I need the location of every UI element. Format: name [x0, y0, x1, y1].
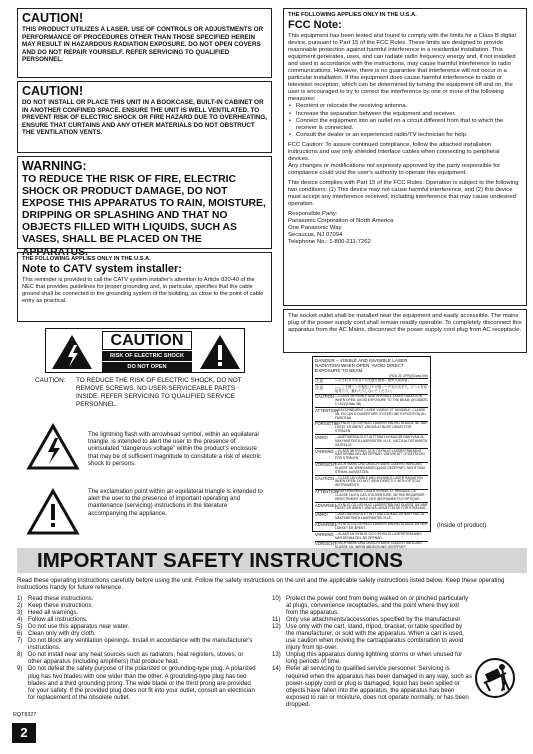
safety-item-number: 1) — [17, 595, 23, 602]
caution-install-text: DO NOT INSTALL OR PLACE THIS UNIT IN A BOOKCASE, BUILT-IN CABINET OR IN ANOTHER CONFINED SPACE. ENSURE THE UNIT IS WELL VENTILATED. TO PREVENT RISK OF ELECTRIC SHOCK OR FIRE HAZARD DUE TO OVERHEATING, ENSURE THAT CURTAINS AND ANY OTHER MATERIALS DO NOT OBSTRUCT THE VENTILATION VENTS. — [22, 99, 268, 137]
fcc-box — [283, 8, 527, 306]
laser-label-row — [315, 434, 428, 448]
responsible-party-phone: Telephone No.: 1-800-211-7262 — [288, 239, 371, 246]
safety-item-number: 12) — [272, 623, 281, 631]
laser-label-row — [315, 522, 428, 532]
laser-label-tag: ADVARSEL — [315, 502, 338, 508]
caution-install-box — [17, 81, 272, 153]
lightning-explanation: The lightning flash with arrowhead symbol, within an equilateral triangle, is intended to alert the user to the presence of uninsulated “dangerous voltage” within the product’s enclosure that may be of sufficient magnitude to constitute a risk of electric shock to persons. — [88, 431, 261, 467]
laser-label-text: —打开时有可见及不可见激光辐射。避免光束照射。 — [335, 378, 411, 383]
responsible-party-name: Panasonic Corporation of North America — [288, 218, 394, 225]
laser-label-row — [315, 378, 428, 385]
safety-item-text: Unplug this apparatus during lightning storms or when unused for long periods of time. — [286, 651, 463, 666]
laser-label-tag: VORSICHT — [315, 462, 337, 468]
safety-item-number: 3) — [17, 609, 23, 617]
safety-item-text: Use only with the cart, stand, tripod, bracket, or table specified by the manufacturer, or sold with the apparatus. When a cart is used, use caution when moving the cart/apparatus combination to avoid injury from tip-over. — [286, 623, 464, 652]
safety-item-text: Read these instructions. — [28, 595, 94, 602]
safety-list-left — [17, 595, 257, 701]
fcc-bullet: • Connect the equipment into an outlet on a circuit different from that to which the receiver is connected. — [296, 118, 522, 132]
laser-warning-label — [312, 356, 431, 547]
laser-label-text: —ここを開くと可視及び不可視レーザ光が出ます。ビームを直接見たり、触れたりしないでください。 — [335, 384, 427, 393]
safety-item-text: Only use attachments/accessories specified by the manufacturer. — [286, 616, 462, 624]
caution-screws-text: TO REDUCE THE RISK OF ELECTRIC SHOCK, DO NOT REMOVE SCREWS. NO USER-SERVICEABLE PARTS INSIDE. REFER SERVICING TO QUALIFIED SERVICE PERSONNEL. — [76, 377, 242, 408]
safety-item — [272, 616, 472, 623]
caution-shock-label — [45, 328, 245, 373]
catv-text: This reminder is provided to call the CATV system installer's attention to Article 820-40 of the NEC that provides guidelines for proper grounding and, in particular, specifies that the cable ground shall be connected to the grounding system of the building, as close to the point of cable entry as practical. — [22, 277, 264, 304]
laser-label-row — [315, 512, 428, 522]
safety-item — [17, 616, 257, 623]
laser-label-tag: VARNING — [315, 531, 334, 537]
safety-item — [272, 651, 472, 665]
safety-item — [272, 623, 472, 651]
laser-label-row — [315, 475, 428, 489]
safety-item — [17, 637, 257, 651]
fcc-title: FCC Note: — [288, 19, 342, 31]
laser-label-text: —SICHTBARE UND UNSICHTBARE LASERSTRAHLUNG — [335, 541, 422, 546]
laser-label-tag: FORSIGTIG — [315, 421, 339, 427]
laser-label-text: —AVATTAESSA OLET ALTTIINA LUOKAN 3B NÄKYVÄÄ JA NÄKYMÄTÖNTÄ LASERSÄTEILYLLE. VÄLTÄ ALTISTUMISTA SÄTEELLE. — [335, 434, 427, 447]
safety-item-number: 11) — [272, 616, 281, 624]
safety-intro: Read these operating instructions carefully before using the unit. Follow the safety instructions on the unit and the applicable safety instructions listed below. Keep these operating instructions handy for future reference. — [17, 577, 505, 592]
safety-item — [17, 609, 257, 616]
laser-label-tag: CAUTION — [315, 394, 334, 400]
page-number: 2 — [12, 723, 36, 743]
laser-label-code: (FDA 21 CFR)/(Class IIIb) — [389, 373, 428, 378]
caution-big-label: CAUTION — [102, 331, 192, 350]
caution-laser-title: CAUTION! — [22, 11, 84, 25]
laser-label-row — [315, 384, 428, 394]
responsible-party-city: Secaucus, NJ 07094 — [288, 232, 343, 239]
laser-label-tag: ATTENTION — [315, 489, 339, 495]
safety-item — [272, 595, 472, 616]
laser-label-tag: VARO! — [315, 434, 328, 440]
safety-item-number: 4) — [17, 616, 23, 624]
safety-item-text: Refer all servicing to qualified service personnel. Servicing is required when the apparatus has been damaged in any way, such as power-supply cord or plug is damaged, liquid has been spilled or objects have fallen into the apparatus, the apparatus has been exposed to rain or moisture, does not operate normally, or has been dropped. — [286, 665, 472, 708]
warning-box — [17, 156, 272, 258]
laser-label-text: —KLASS 1M SYNLIG OCH OSYNLIG LASERSTRÅLNING NÄR DENNA DEL ÄR ÖPPNAD. — [335, 531, 422, 540]
risk-shock-label: RISK OF ELECTRIC SHOCK — [102, 351, 192, 361]
safety-item-text: Follow all instructions. — [28, 616, 88, 624]
laser-label-text: —RAYONNEMENT LASER VISIBLE ET INVISIBLE DE CLASSE 1M EN CAS D'OUVERTURE. NE PAS REGARDER DIRECTEMENT AVEC DES INSTRUMENTS D'OPTIQUE. — [335, 489, 425, 501]
laser-label-text: —SYNLIG OG USYNLIG LASERSTRÅLING KLASSE 1M NÅR LÅGET ER ÅBENT. UNDGÅ UDSÆTTELSE FOR STRÅLING. — [335, 502, 428, 511]
exclamation-explanation: The exclamation point within an equilateral triangle is intended to alert the user to the presence of important operating and maintenance (servicing) instructions in the literature accompanying the appliance. — [88, 488, 263, 517]
fcc-p1: This equipment has been tested and found to comply with the limits for a Class B digital device, pursuant to Part 15 of the FCC Rules. These limits are designed to provide reasonable protection against harmful interference in a residential installation. This equipment generates, uses, and can radiate radio frequency energy and, if not installed and used in accordance with the instructions, may cause harmful interference to radio communications. However, there is no guarantee that interference will not occur in a particular installation. If this equipment does cause harmful interference to radio or television reception, which can be determined by turning the equipment off and on, the user is encouraged to try to correct the interference by one or more of the following measures: — [288, 33, 516, 103]
laser-label-tag: VORSICHT — [315, 541, 337, 547]
safety-item — [17, 602, 257, 609]
laser-label-row — [315, 421, 428, 435]
safety-item-text: Do not use this apparatus near water. — [28, 623, 130, 631]
safety-item — [17, 665, 257, 700]
laser-label-text: —SICHTBARE UND UNSICHTBARE LASERSTRAHLUNG KLASSE 3B, WENN ABDECKUNG GEÖFFNET. NICHT DEM STRAHL AUSSETZEN. — [335, 462, 425, 474]
fcc-bullet: • Consult the dealer or an experienced radio/TV technician for help. — [296, 132, 522, 139]
safety-item-number: 6) — [17, 630, 23, 638]
laser-label-tag: VARNING — [315, 448, 334, 454]
exclamation-icon — [198, 333, 242, 371]
fcc-p4: This device complies with Part 15 of the FCC Rules. Operation is subject to the following two conditions: (1) This device may not cause harmful interference, and (2) this device must accept any interference received, including interference that may cause undesired operation. — [288, 179, 519, 208]
laser-label-row — [315, 502, 428, 512]
fcc-p3: Any changes or modifications not expressly approved by the party responsible for compliance could void the user's authority to operate this equipment. — [288, 162, 501, 176]
safety-item-text: Keep these instructions. — [28, 602, 94, 610]
catv-box — [17, 252, 272, 322]
catv-title: Note to CATV system installer: — [22, 263, 182, 275]
safety-item — [17, 651, 257, 665]
safety-item-number: 14) — [272, 665, 281, 673]
socket-outlet-box: The socket outlet shall be installed near the equipment and easily accessible. The mains plug of the power supply cord shall remain readily operable. To completely disconnect this apparatus from the AC Mains, disconnect the power supply cord plug from AC receptacle. — [283, 309, 527, 353]
laser-label-text: —AVATTAESSA OLET ALTTIINA LUOKAN 1M NÄKYVÄÄ JA NÄKYMÄTÖNTÄ LASERSÄTEILYLLE. — [335, 512, 425, 521]
fcc-p2: FCC Caution: To assure continued compliance, follow the attached installation instructions and use only shielded interface cables when connecting to peripheral devices. — [288, 141, 500, 162]
safety-item-number: 5) — [17, 623, 23, 631]
safety-item-number: 8) — [17, 651, 23, 659]
safety-item — [17, 623, 257, 630]
safety-title: IMPORTANT SAFETY INSTRUCTIONS — [37, 549, 403, 572]
catv-applies: THE FOLLOWING APPLIES ONLY IN THE U.S.A. — [22, 256, 151, 262]
lightning-warning-icon — [27, 424, 79, 470]
laser-label-tag: ADVARSEL — [315, 522, 338, 528]
responsible-party-title: Responsible Party: — [288, 211, 338, 218]
caution-laser-box — [17, 8, 272, 78]
safety-item-text: Heed all warnings. — [28, 609, 79, 617]
laser-label-text: —CLASS 1M VISIBLE AND INVISIBLE LASER RADIATION WHEN OPEN. DO NOT VIEW DIRECTLY WITH OPTICAL INSTRUMENTS. — [335, 475, 423, 488]
cart-tipover-icon — [472, 657, 518, 699]
laser-label-text: —SYNLIG OG USYNLIG LASERSTRÅLING KLASSE 3B, NÅR LÅGET ER ÅBENT. UNDGÅ AT BLIVE UDSAT FOR STRÅLEN. — [335, 421, 428, 434]
safety-item-text: Do not install near any heat sources such as radiators, heat registers, stoves, or other apparatus (including amplifiers) that produce heat. — [28, 651, 244, 666]
safety-item — [272, 665, 472, 707]
inside-of-product-caption: (Inside of product) — [437, 522, 487, 529]
laser-label-header: DANGER – VISIBLE AND INVISIBLE LASER RADIATION WHEN OPEN. AVOID DIRECT EXPOSURE TO BEAM. — [315, 358, 408, 374]
safety-item-number: 2) — [17, 602, 23, 610]
laser-label-row — [315, 462, 428, 476]
fcc-bullet: • Reorient or relocate the receiving antenna. — [296, 103, 522, 110]
safety-item-number: 10) — [272, 595, 281, 602]
fcc-bullet: • Increase the separation between the equipment and receiver. — [296, 111, 522, 118]
laser-label-tag: VARO! — [315, 512, 328, 518]
laser-label-text: —SYNLIG OG USYNLIG LASERSTRÅLING KLASSE 1M NÅR LOKKET ER ÅPENT. — [335, 522, 428, 530]
do-not-open-label: DO NOT OPEN — [102, 362, 192, 372]
responsible-party-address: One Panasonic Way — [288, 225, 342, 232]
caution-install-title: CAUTION! — [22, 84, 84, 98]
safety-item-number: 13) — [272, 651, 281, 659]
laser-label-tag: CAUTION — [315, 475, 334, 481]
laser-label-row — [315, 489, 428, 503]
safety-item-text: Do not defeat the safety purpose of the polarized or grounding-type plug. A polarized plug has two blades with one wider than the other. A grounding-type plug has two blades and a third grounding prong. The wide blade or the third prong are provided for your safety. If the provided plug does not fit into your outlet, consult an electrician for replacement of the obsolete outlet. — [28, 665, 256, 701]
laser-label-text: —CLASS 3B VISIBLE AND INVISIBLE LASER RADIATION WHEN OPEN. AVOID EXPOSURE TO THE BEAM. (IEC60825-1 +A2)/(Class 3B) — [335, 394, 429, 407]
laser-label-text: —RAYONNEMENT LASER VISIBLE ET INVISIBLE, CLASSE 3B, EN CAS D'OUVERTURE. EVITER UNE EXPOSITION AU FAISCEAU. — [335, 407, 426, 420]
safety-item — [17, 630, 257, 637]
laser-label-row — [315, 531, 428, 541]
laser-label-tag: ATTENTION — [315, 407, 339, 413]
lightning-icon — [50, 333, 94, 371]
laser-label-tag: 注意 — [315, 384, 324, 390]
laser-label-tag: 注意 — [315, 378, 324, 384]
safety-item-number: 7) — [17, 637, 23, 645]
caution-laser-text: THIS PRODUCT UTILIZES A LASER. USE OF CONTROLS OR ADJUSTMENTS OR PERFORMANCE OF PROCEDURES OTHER THAN THOSE SPECIFIED HEREIN MAY RESULT IN HAZARDOUS RADIATION EXPOSURE. DO NOT OPEN COVERS AND DO NOT REPAIR YOURSELF. REFER SERVICING TO QUALIFIED PERSONNEL. — [22, 26, 264, 64]
fcc-applies: THE FOLLOWING APPLIES ONLY IN THE U.S.A. — [288, 12, 417, 18]
document-code: RQT8327 — [13, 712, 37, 718]
warning-text: TO REDUCE THE RISK OF FIRE, ELECTRIC SHOCK OR PRODUCT DAMAGE, DO NOT EXPOSE THIS APPARATUS TO RAIN, MOISTURE, DRIPPING OR SPLASHING AND THAT NO OBJECTS FILLED WITH LIQUIDS, SUCH AS VASES, SHALL BE PLACED ON THE APPARATUS. — [22, 174, 266, 258]
laser-label-row — [315, 448, 428, 462]
safety-title-bar — [17, 548, 527, 573]
warning-title: WARNING: — [22, 159, 87, 173]
exclamation-warning-icon — [27, 489, 79, 535]
safety-list-right — [272, 595, 472, 708]
safety-item-text: Protect the power cord from being walked on or pinched particularly at plugs, convenience receptacles, and the point where they exit from the apparatus. — [286, 595, 469, 617]
caution-prefix: CAUTION: — [35, 377, 66, 384]
safety-item-text: Do not block any ventilation openings. Install in accordance with the manufacturer's instructions. — [28, 637, 253, 652]
laser-label-row — [315, 394, 428, 408]
safety-item-number: 9) — [17, 665, 23, 673]
safety-item-text: Clean only with dry cloth. — [28, 630, 96, 638]
laser-label-row — [315, 407, 428, 421]
laser-label-text: —KLASS 3B SYNLIG OCH OSYNLIG LASERSTRÅLNING NÄR DENNA DEL ÄR ÖPPNAD. UNDVIK ATT UTSÄTTA DIG FÖR STRÅLEN. — [335, 448, 426, 461]
safety-item — [17, 595, 257, 602]
